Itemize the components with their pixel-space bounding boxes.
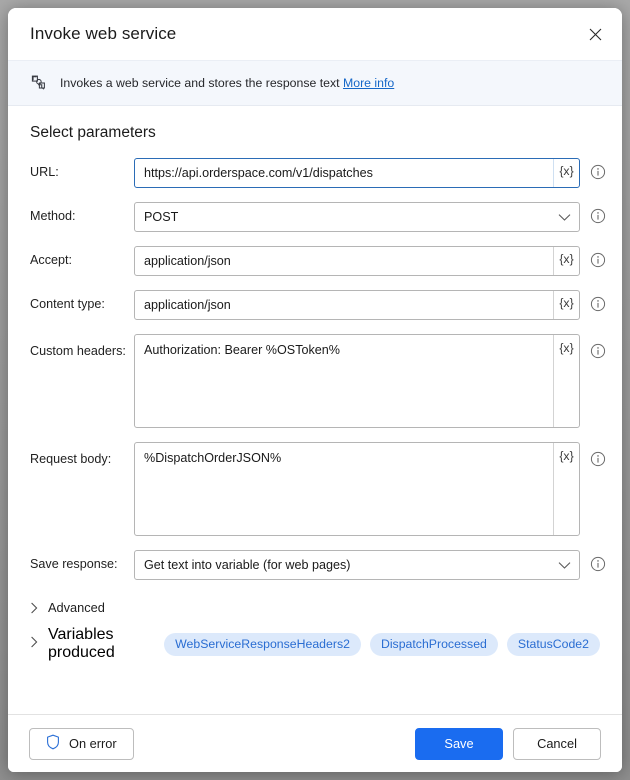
field-row-request-body — [8, 442, 622, 536]
save-response-info-icon[interactable] — [590, 556, 606, 572]
save-response-select-value: Get text into variable (for web pages) — [144, 558, 351, 572]
advanced-label: Advanced — [48, 599, 105, 615]
field-row-custom-headers — [8, 334, 622, 428]
custom-headers-value[interactable]: Authorization: Bearer %OSToken% — [144, 343, 341, 357]
url-variable-picker-button[interactable]: {x} — [553, 159, 579, 187]
advanced-section-toggle[interactable] — [8, 594, 622, 620]
custom-headers-variable-picker-button[interactable]: {x} — [553, 335, 579, 427]
save-button[interactable]: Save — [415, 728, 503, 760]
content-type-input-value[interactable]: application/json — [144, 298, 231, 312]
label-url: URL: — [30, 165, 59, 179]
variables-chevron-right-icon[interactable] — [30, 635, 39, 653]
content-type-info-icon[interactable] — [590, 296, 606, 312]
dialog-body — [8, 106, 622, 714]
variable-pill-response-headers[interactable]: WebServiceResponseHeaders2 — [164, 633, 361, 656]
request-body-value[interactable]: %DispatchOrderJSON% — [144, 451, 282, 465]
label-save-response: Save response: — [30, 557, 118, 571]
accept-variable-picker-button[interactable]: {x} — [553, 247, 579, 275]
label-custom-headers: Custom headers: — [30, 344, 126, 358]
dialog-titlebar — [8, 8, 622, 60]
variables-produced-label[interactable]: Variables produced — [48, 626, 115, 661]
label-content-type: Content type: — [30, 297, 105, 311]
accept-input-value[interactable]: application/json — [144, 254, 231, 268]
variable-pill-status-code[interactable]: StatusCode2 — [507, 633, 600, 656]
description-label: Invokes a web service and stores the response text — [60, 76, 340, 90]
save-response-select[interactable] — [134, 550, 580, 580]
more-info-link[interactable]: More info — [342, 76, 395, 90]
close-button[interactable] — [578, 19, 612, 49]
description-text — [60, 76, 394, 90]
method-select[interactable] — [134, 202, 580, 232]
label-method: Method: — [30, 209, 76, 223]
description-bar — [8, 60, 622, 106]
invoke-web-service-dialog — [8, 8, 622, 772]
request-body-textarea[interactable] — [134, 442, 580, 536]
method-info-icon[interactable] — [590, 208, 606, 224]
field-wrap-custom-headers — [134, 334, 606, 428]
field-wrap-content-type — [134, 290, 606, 320]
dialog-footer — [8, 714, 622, 772]
variable-pill-dispatch-processed[interactable]: DispatchProcessed — [370, 633, 498, 656]
on-error-button[interactable] — [29, 728, 134, 760]
content-type-input[interactable] — [134, 290, 580, 320]
cancel-button[interactable]: Cancel — [513, 728, 601, 760]
label-accept: Accept: — [30, 253, 72, 267]
save-response-chevron-down-icon[interactable] — [549, 551, 579, 579]
field-row-url — [8, 158, 622, 188]
shield-icon — [46, 734, 60, 753]
field-row-method — [8, 202, 622, 232]
section-title: Select parameters — [30, 124, 156, 141]
field-wrap-accept — [134, 246, 606, 276]
request-body-info-icon[interactable] — [590, 451, 606, 467]
accept-input[interactable] — [134, 246, 580, 276]
label-request-body: Request body: — [30, 452, 112, 466]
content-type-variable-picker-button[interactable]: {x} — [553, 291, 579, 319]
url-input-value[interactable]: https://api.orderspace.com/v1/dispatches — [144, 166, 373, 180]
request-body-variable-picker-button[interactable]: {x} — [553, 443, 579, 535]
field-row-accept — [8, 246, 622, 276]
field-wrap-request-body — [134, 442, 606, 536]
field-row-content-type — [8, 290, 622, 320]
method-chevron-down-icon[interactable] — [549, 203, 579, 231]
web-service-icon — [30, 74, 48, 92]
chevron-right-icon — [30, 601, 39, 613]
accept-info-icon[interactable] — [590, 252, 606, 268]
dialog-title: Invoke web service — [30, 24, 177, 43]
field-wrap-method — [134, 202, 606, 232]
close-icon — [589, 28, 602, 41]
url-input[interactable] — [134, 158, 580, 188]
variables-produced-row — [8, 626, 622, 661]
method-select-value: POST — [144, 210, 179, 224]
url-info-icon[interactable] — [590, 164, 606, 180]
custom-headers-info-icon[interactable] — [590, 343, 606, 359]
field-wrap-save-response — [134, 550, 606, 580]
custom-headers-textarea[interactable] — [134, 334, 580, 428]
on-error-label: On error — [69, 736, 117, 751]
field-row-save-response — [8, 550, 622, 580]
field-wrap-url — [134, 158, 606, 188]
